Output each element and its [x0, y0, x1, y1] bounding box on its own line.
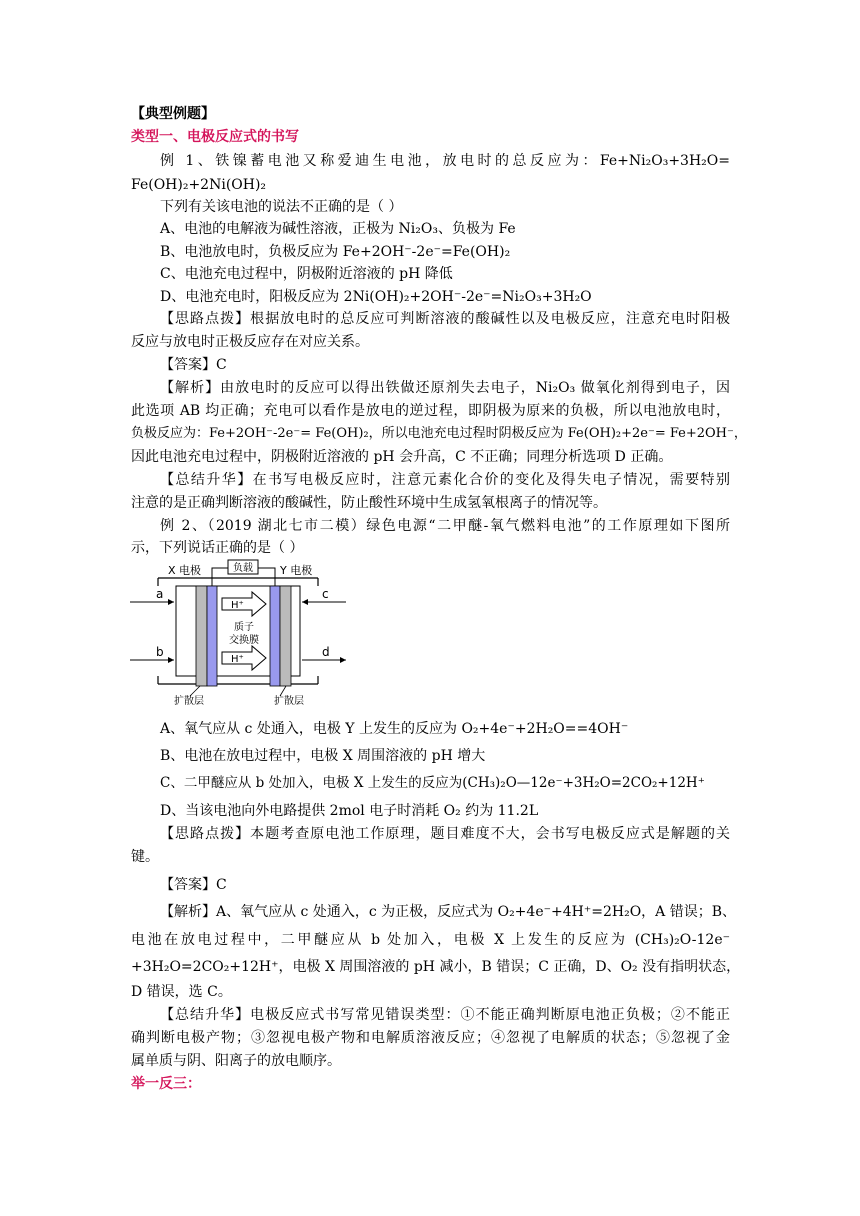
right-electrode-layer [270, 586, 280, 686]
membrane-label-line1: 质子 [234, 622, 254, 633]
ex1-summary-line1: 【总结升华】在书写电极反应时，注意元素化合价的变化及得失电子情况，需要特别 [160, 472, 730, 488]
inlet-a-arrowhead [168, 599, 174, 605]
ex1-analysis-line1: 【解析】由放电时的反应可以得出铁做还原剂失去电子，Ni₂O₃ 做氧化剂得到电子，因 [160, 380, 730, 396]
port-c-label: c [322, 587, 329, 601]
circuit-wire-left [212, 568, 228, 586]
ex1-analysis-line2: 此选项 AB 均正确；充电可以看作是放电的逆过程，即阴极为原来的负极，所以电池放电时， [131, 403, 730, 419]
diffusion-left-pointer [190, 686, 200, 696]
ex2-answer: 【答案】C [160, 877, 227, 893]
ex1-analysis-line3: 负极反应为：Fe+2OH⁻-2e⁻= Fe(OH)₂，所以电池充电过程时阴极反应为 Fe(OH)₂+2e⁻= Fe+2OH⁻， [131, 426, 747, 441]
ex1-option-b: B、电池放电时，负极反应为 Fe+2OH⁻-2e⁻=Fe(OH)₂ [160, 244, 511, 260]
proton-arrow-bottom [222, 646, 266, 670]
ex1-option-d: D、电池充电时，阳极反应为 2Ni(OH)₂+2OH⁻-2e⁻=Ni₂O₃+3H₂O [160, 289, 592, 305]
left-electrode-layer [207, 586, 217, 686]
fuel-cell-diagram [128, 556, 348, 706]
proton-label-bottom: H⁺ [231, 654, 244, 665]
ex2-analysis-line4: D 错误，选 C。 [131, 984, 232, 1000]
ex1-hint-line1: 【思路点拨】根据放电时的总反应可判断溶液的酸碱性以及电极反应，注意充电时阳极 [160, 311, 730, 327]
diffusion-right-pointer [280, 686, 286, 696]
ex1-question: 下列有关该电池的说法不正确的是（ ） [160, 199, 403, 215]
diffusion-left-label: 扩散层 [174, 696, 204, 706]
left-diffusion-layer [196, 586, 207, 686]
ex1-option-a: A、电池的电解液为碱性溶液，正极为 Ni₂O₃、负极为 Fe [160, 221, 516, 237]
port-b-label: b [156, 645, 164, 659]
ex2-analysis-line1: 【解析】A、氧气应从 c 处通入，c 为正极，反应式为 O₂+4e⁻+4H⁺=2H₂O，A 错误；B、 [160, 904, 737, 920]
ex1-option-c: C、电池充电过程中，阴极附近溶液的 pH 降低 [160, 266, 453, 282]
ex1-analysis-line4: 因此电池充电过程中，阴极附近溶液的 pH 会升高，C 不正确；同理分析选项 D 正确。 [131, 449, 673, 465]
port-d-label: d [322, 645, 330, 659]
ex2-summary-line2: 确判断电极产物；③忽视电极产物和电解质溶液反应；④忽视了电解质的状态；⑤忽视了金 [131, 1030, 730, 1046]
port-a-label: a [156, 587, 164, 601]
right-diffusion-layer [280, 586, 291, 686]
type1-heading: 类型一、电极反应式的书写 [131, 129, 299, 145]
x-electrode-label: X 电极 [168, 564, 202, 577]
membrane-label-line2: 交换膜 [229, 635, 259, 646]
ex1-hint-line2: 反应与放电时正极反应存在对应关系。 [131, 334, 369, 350]
ex2-summary-line3: 属单质与阴、阳离子的放电顺序。 [131, 1053, 341, 1069]
ex2-analysis-line3: +3H₂O=2CO₂+12H⁺，电极 X 周围溶液的 pH 减小，B 错误；C 正确，D、O₂ 没有指明状态， [131, 959, 741, 975]
inlet-c-arrowhead [302, 599, 308, 605]
ex2-line1: 例 2、（2019 湖北七市二模）绿色电源“二甲醚-氧气燃料电池”的工作原理如下图所 [160, 518, 730, 534]
ex2-option-c: C、二甲醚应从 b 处加入，电极 X 上发生的反应为(CH₃)₂O—12e⁻+3H₂O=2CO₂+12H⁺ [160, 775, 705, 791]
ex2-option-d: D、当该电池向外电路提供 2mol 电子时消耗 O₂ 约为 11.2L [160, 803, 539, 819]
outlet-d-arrowhead [340, 657, 346, 663]
ex2-analysis-line2: 电池在放电过程中，二甲醚应从 b 处加入，电极 X 上发生的反应为 (CH₃)₂O-12e⁻ [131, 932, 730, 948]
circuit-wire-right [258, 568, 275, 586]
proton-label-top: H⁺ [231, 600, 244, 611]
load-label: 负载 [233, 563, 253, 574]
ex1-line2: Fe(OH)₂+2Ni(OH)₂ [131, 177, 267, 193]
practice-heading: 举一反三： [131, 1076, 201, 1092]
section-heading: 【典型例题】 [131, 106, 215, 122]
proton-arrow-top [222, 592, 266, 616]
ex2-option-b: B、电池在放电过程中，电极 X 周围溶液的 pH 增大 [160, 748, 486, 764]
ex1-answer: 【答案】C [160, 357, 227, 373]
ex2-hint-line1: 【思路点拨】本题考查原电池工作原理，题目难度不大，会书写电极反应式是解题的关 [160, 826, 730, 842]
inlet-b-arrowhead [168, 657, 174, 663]
ex1-line1: 例 1、铁镍蓄电池又称爱迪生电池，放电时的总反应为：Fe+Ni₂O₃+3H₂O= [160, 153, 730, 169]
y-electrode-label: Y 电极 [280, 564, 313, 577]
ex2-hint-line2: 键。 [131, 849, 159, 865]
diffusion-right-label: 扩散层 [274, 696, 304, 706]
ex2-option-a: A、氧气应从 c 处通入，电极 Y 上发生的反应为 O₂+4e⁻+2H₂O==4OH⁻ [160, 721, 629, 737]
ex2-line2: 示，下列说话正确的是（ ） [131, 540, 304, 556]
ex1-summary-line2: 注意的是正确判断溶液的酸碱性，防止酸性环境中生成氢氧根离子的情况等。 [131, 495, 607, 511]
ex2-summary-line1: 【总结升华】电极反应式书写常见错误类型：①不能正确判断原电池正负极；②不能正 [160, 1007, 730, 1023]
